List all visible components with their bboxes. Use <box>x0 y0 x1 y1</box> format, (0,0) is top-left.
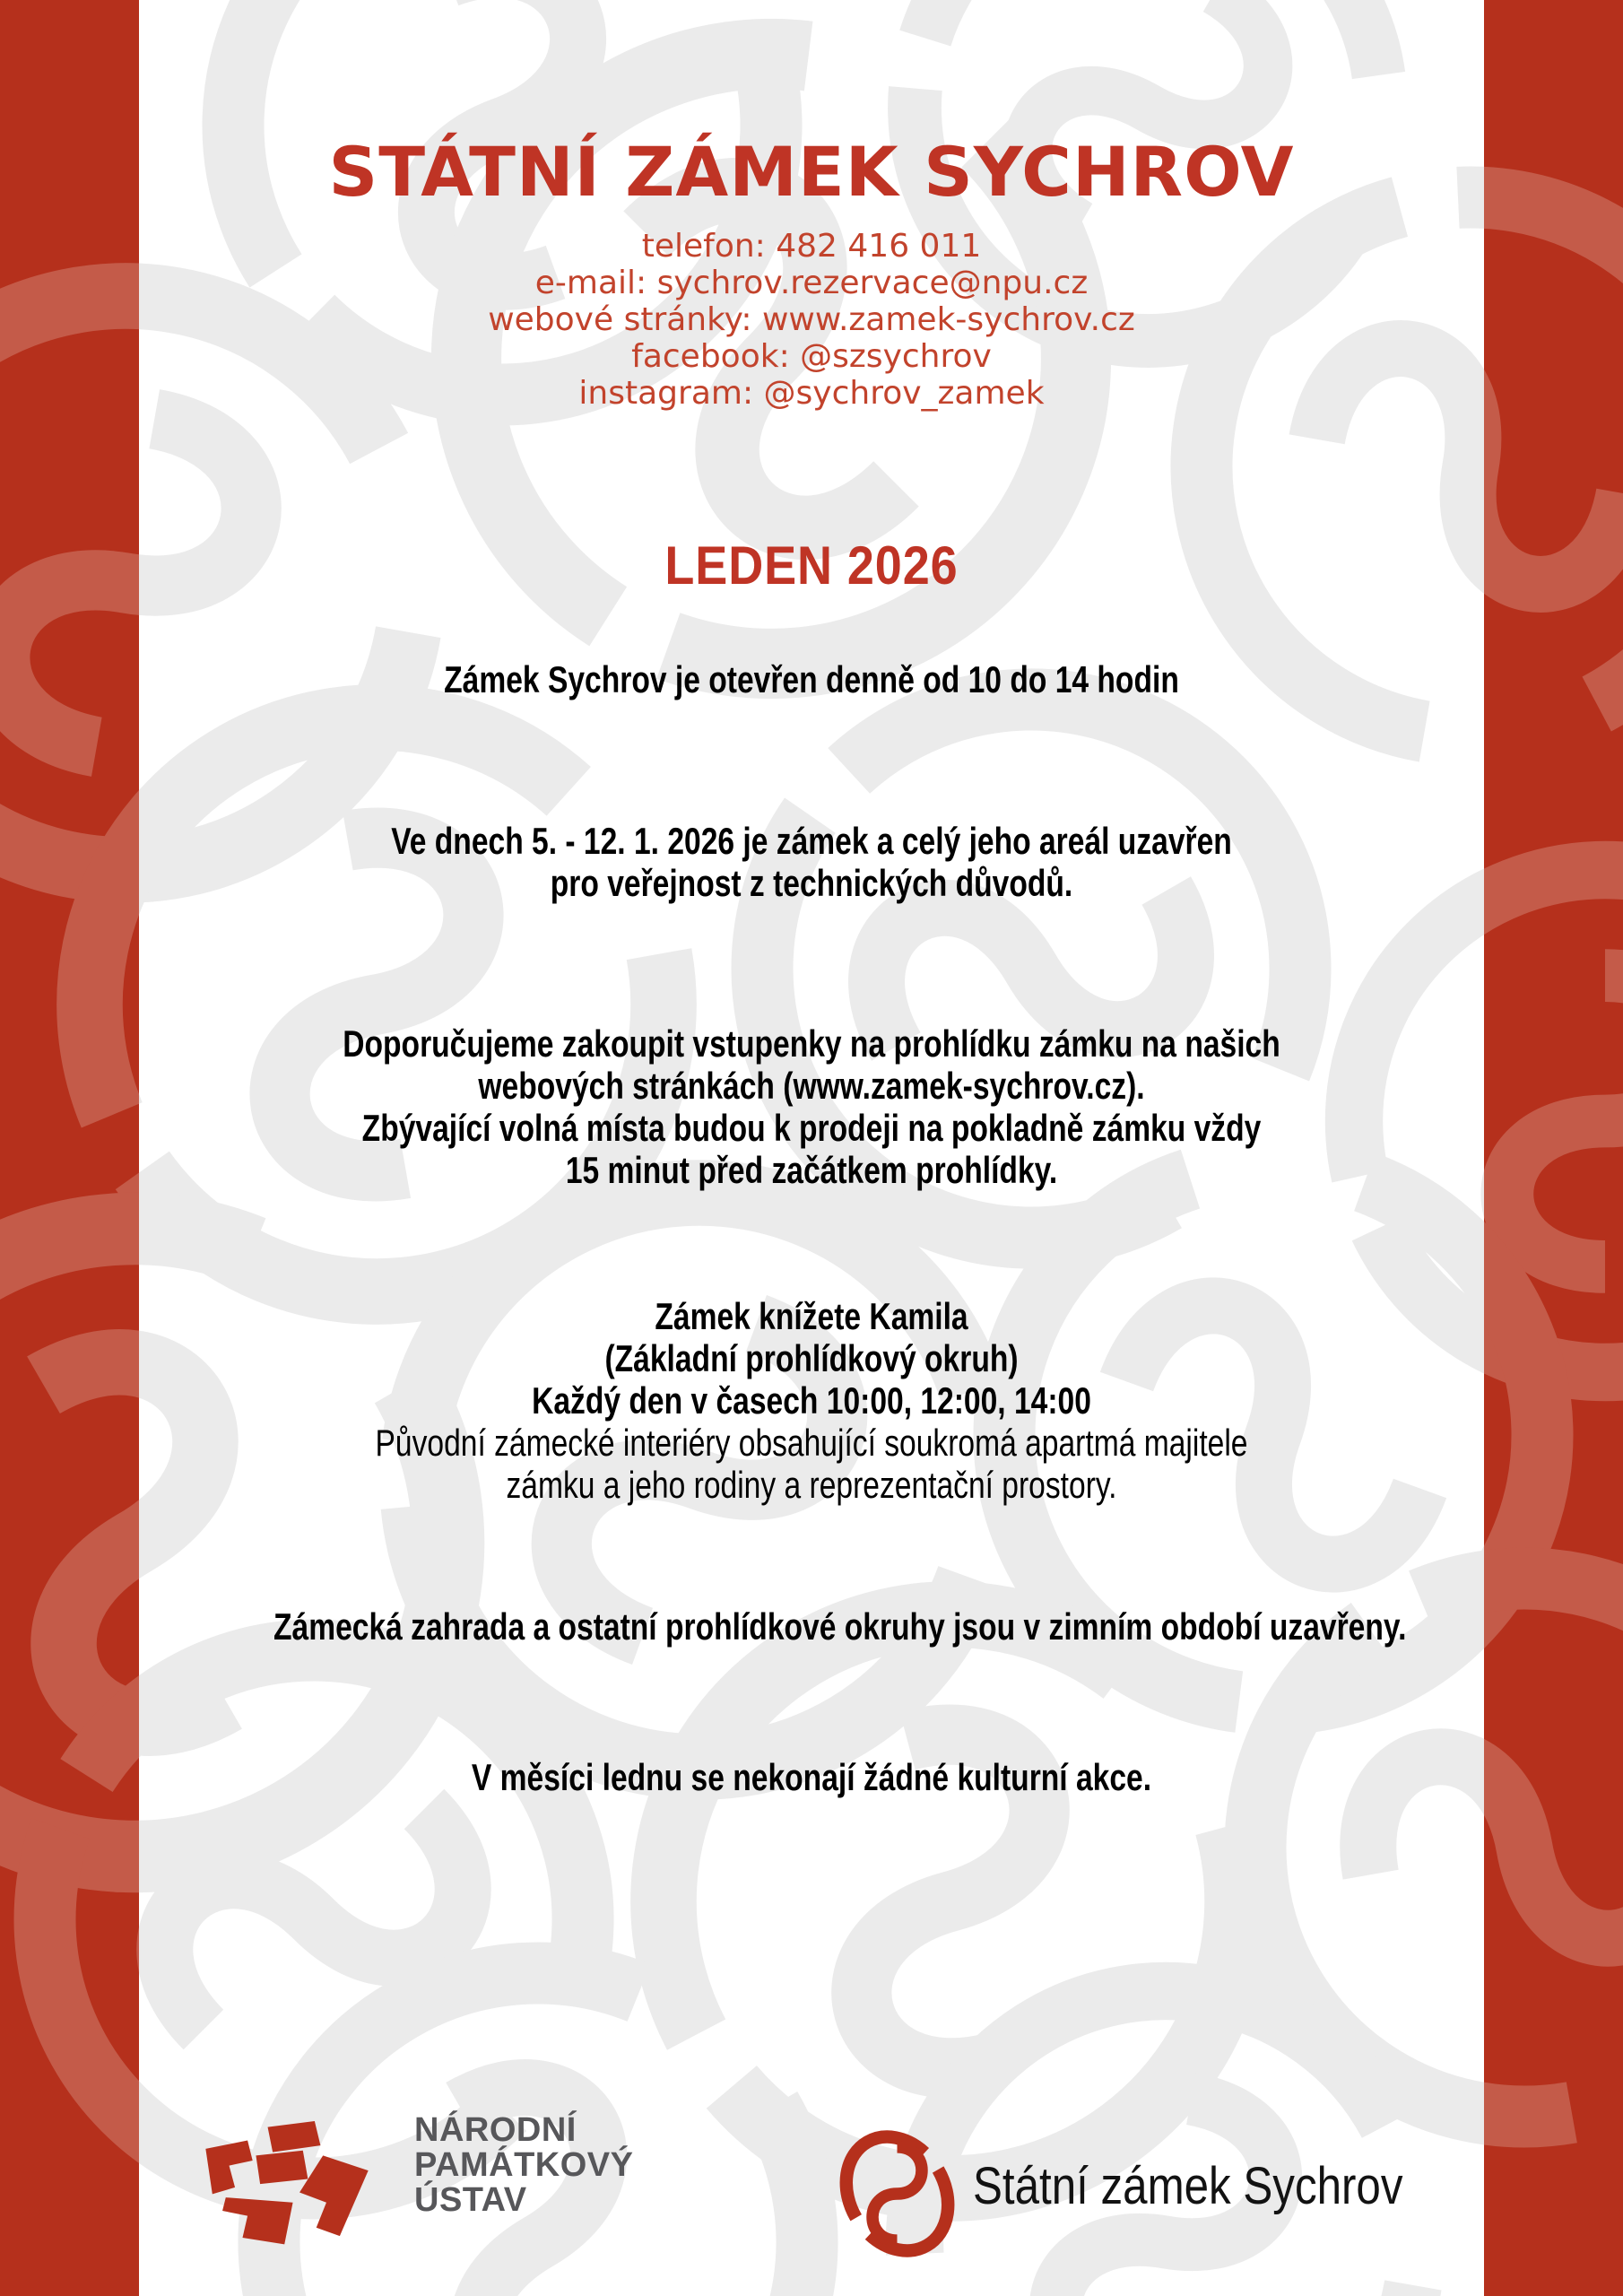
npu-logo-icon <box>197 2118 390 2253</box>
month-heading: LEDEN 2026 <box>664 535 959 596</box>
contact-block <box>139 228 1484 412</box>
closure-notice <box>273 820 1350 904</box>
tour-description-line-2: zámku a jeho rodiny a reprezentační prostory. <box>506 1464 1117 1506</box>
tour-times: Každý den v časech 10:00, 12:00, 14:00 <box>532 1379 1091 1422</box>
contact-email: e-mail: sychrov.rezervace@npu.cz <box>534 265 1089 301</box>
contact-website: webové stránky: www.zamek-sychrov.cz <box>488 301 1135 338</box>
events-notice <box>273 1756 1350 1798</box>
sychrov-logo-label: Státní zámek Sychrov <box>973 2157 1403 2215</box>
tour-description-line-1: Původní zámecké interiéry obsahující soukromá apartmá majitele <box>375 1422 1248 1464</box>
contact-phone: telefon: 482 416 011 <box>641 228 982 265</box>
garden-notice <box>273 1605 1407 1648</box>
tickets-line-1: Doporučujeme zakoupit vstupenky na prohlídku zámku na našich <box>343 1022 1280 1065</box>
garden-notice-line: Zámecká zahrada a ostatní prohlídkové okruhy jsou v zimním období uzavřeny. <box>273 1605 1407 1648</box>
contact-instagram: instagram: @sychrov_zamek <box>578 375 1045 412</box>
npu-logo-text <box>414 2113 633 2218</box>
tour-info <box>273 1295 1350 1506</box>
events-notice-line: V měsíci lednu se nekonají žádné kulturní akce. <box>471 1756 1152 1798</box>
opening-hours-line: Zámek Sychrov je otevřen denně od 10 do 14 hodin <box>444 658 1179 700</box>
npu-text-line-3: ÚSTAV <box>414 2181 527 2219</box>
tickets-notice <box>273 1022 1350 1191</box>
page-title: STÁTNÍ ZÁMEK SYCHROV <box>328 131 1295 212</box>
tickets-line-2: webových stránkách (www.zamek-sychrov.cz). <box>478 1065 1145 1107</box>
opening-hours-notice <box>273 658 1350 700</box>
npu-text-line-2: PAMÁTKOVÝ <box>414 2146 634 2184</box>
npu-text-line-1: NÁRODNÍ <box>414 2111 577 2149</box>
closure-line-1: Ve dnech 5. - 12. 1. 2026 je zámek a celý jeho areál uzavřen <box>391 820 1232 862</box>
sychrov-logo-icon <box>837 2120 958 2267</box>
tickets-line-4: 15 minut před začátkem prohlídky. <box>565 1149 1058 1191</box>
tour-title: Zámek knížete Kamila <box>655 1295 968 1337</box>
closure-line-2: pro veřejnost z technických důvodů. <box>550 862 1073 904</box>
contact-facebook: facebook: @szsychrov <box>631 338 992 375</box>
tour-subtitle: (Základní prohlídkový okruh) <box>604 1337 1019 1379</box>
tickets-line-3: Zbývající volná místa budou k prodeji na pokladně zámku vždy <box>361 1107 1262 1149</box>
